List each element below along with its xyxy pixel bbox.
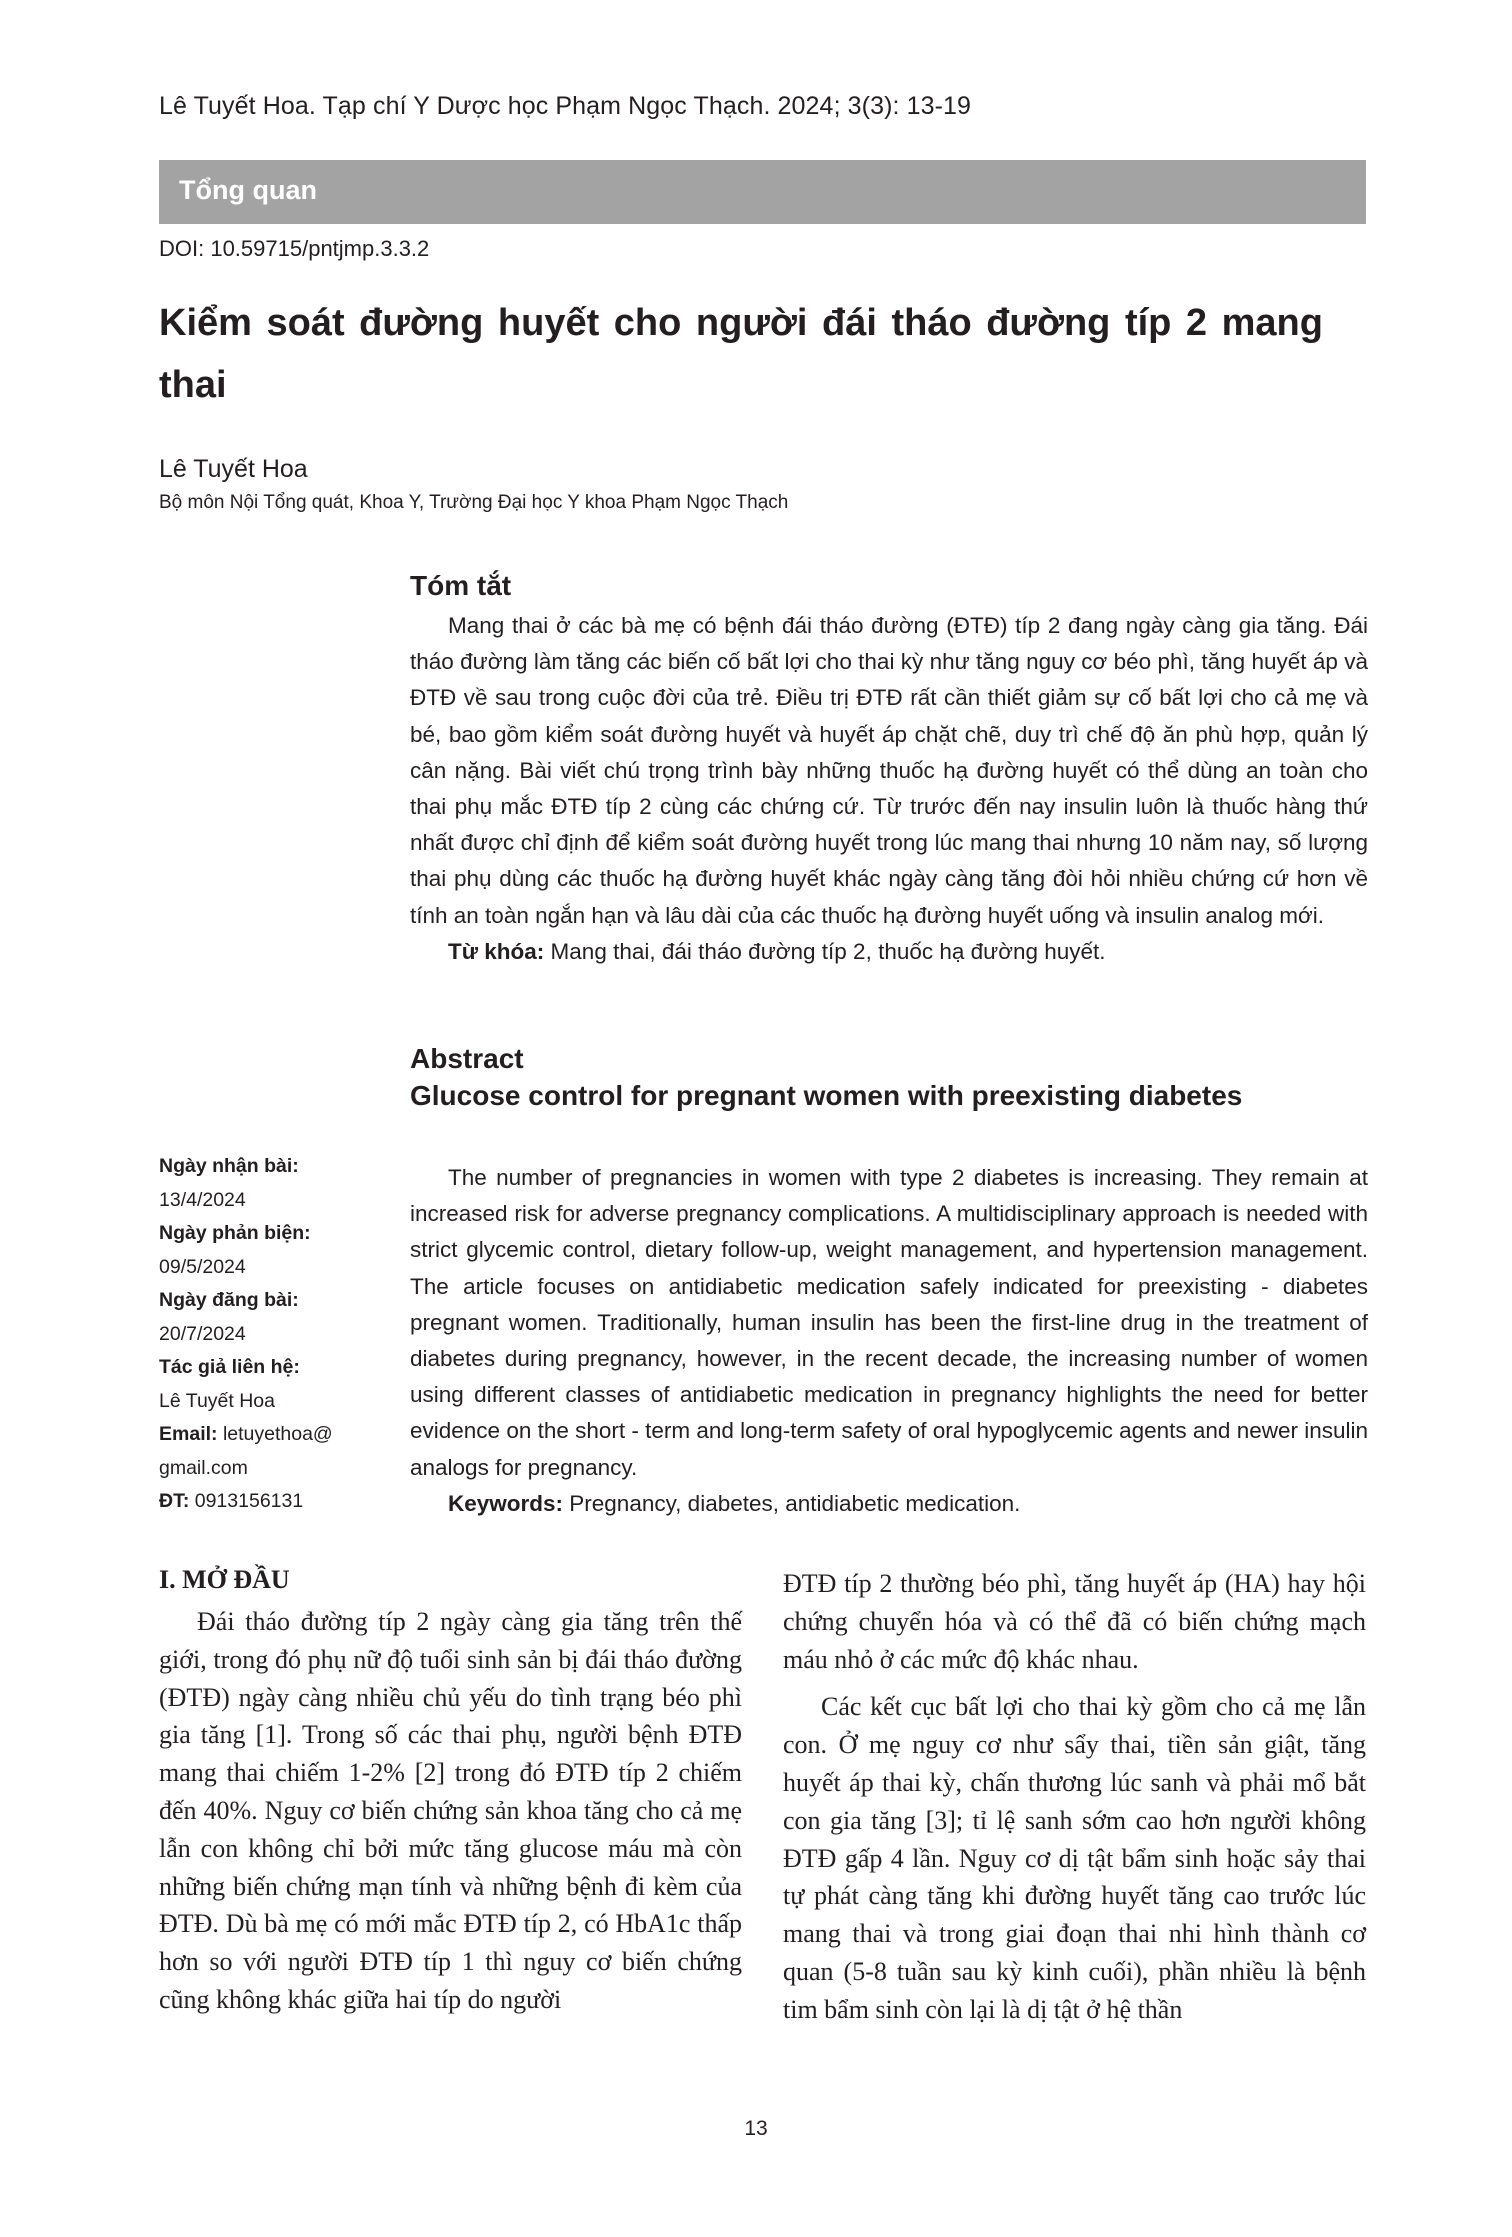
email-line bbox=[159, 1418, 389, 1452]
intro-paragraph-1-continued: ĐTĐ típ 2 thường béo phì, tăng huyết áp (HA) hay hội chứng chuyển hóa và có thể đã có biến chứng mạch máu nhỏ ở các mức độ khác nhau. bbox=[783, 1569, 1366, 1674]
reviewed-label: Ngày phản biện: bbox=[159, 1222, 311, 1244]
abstract-keywords bbox=[410, 1486, 1368, 1522]
section-band bbox=[159, 160, 1366, 224]
summary-heading: Tóm tắt bbox=[410, 570, 512, 601]
published-date: 20/7/2024 bbox=[159, 1322, 246, 1345]
body-column-left bbox=[159, 1603, 742, 2019]
received-date: 13/4/2024 bbox=[159, 1188, 246, 1211]
corresponding-label: Tác giả liên hệ: bbox=[159, 1356, 300, 1378]
reviewed-date: 09/5/2024 bbox=[159, 1255, 246, 1278]
email-value-2: gmail.com bbox=[159, 1456, 248, 1479]
phone-value: 0913156131 bbox=[189, 1490, 304, 1512]
article-title: Kiểm soát đường huyết cho người đái tháo đường típ 2 mang thai bbox=[159, 302, 1323, 406]
intro-paragraph-1: Đái tháo đường típ 2 ngày càng gia tăng trên thế giới, trong đó phụ nữ độ tuổi sinh sản bị đái tháo đường (ĐTĐ) ngày càng nhiều chủ yếu do tình trạng béo phì gia tăng [1]. Trong số các thai phụ, người bệnh ĐTĐ mang thai chiếm 1-2% [2] trong đó ĐTĐ típ 2 chiếm đến 40%. Nguy cơ biến chứng sản khoa tăng cho cả mẹ lẫn con không chỉ bởi mức tăng glucose máu mà còn những biến chứng mạn tính và những bệnh đi kèm của ĐTĐ. Dù bà mẹ có mới mắc ĐTĐ típ 2, có HbA1c thấp hơn so với người ĐTĐ típ 1 thì nguy cơ biến chứng cũng không khác giữa hai típ do người bbox=[159, 1607, 742, 2014]
summary-keywords-label: Từ khóa: bbox=[448, 938, 545, 964]
article-meta bbox=[159, 1150, 389, 1519]
summary-keywords bbox=[410, 934, 1368, 970]
received-label: Ngày nhận bài: bbox=[159, 1155, 299, 1177]
page-number: 13 bbox=[744, 2117, 768, 2140]
summary-section bbox=[410, 608, 1368, 970]
doi: DOI: 10.59715/pntjmp.3.3.2 bbox=[159, 236, 430, 261]
body-column-right bbox=[783, 1565, 1366, 2029]
abstract-section bbox=[410, 1160, 1368, 1522]
summary-body: Mang thai ở các bà mẹ có bệnh đái tháo đường (ĐTĐ) típ 2 đang ngày càng gia tăng. Đái tháo đường làm tăng các biến cố bất lợi cho thai kỳ như tăng nguy cơ béo phì, tăng huyết áp và ĐTĐ về sau trong cuộc đời của trẻ. Điều trị ĐTĐ rất cần thiết giảm sự cố bất lợi cho cả mẹ và bé, bao gồm kiểm soát đường huyết và huyết áp chặt chẽ, duy trì chế độ ăn phù hợp, quản lý cân nặng. Bài viết chú trọng trình bày những thuốc hạ đường huyết có thể dùng an toàn cho thai phụ mắc ĐTĐ típ 2 cùng các chứng cứ. Từ trước đến nay insulin luôn là thuốc hàng thứ nhất được chỉ định để kiểm soát đường huyết trong lúc mang thai nhưng 10 năm nay, số lượng thai phụ dùng các thuốc hạ đường huyết khác ngày càng tăng đòi hỏi nhiều chứng cứ hơn về tính an toàn ngắn hạn và lâu dài của các thuốc hạ đường huyết uống và insulin analog mới. bbox=[410, 613, 1368, 928]
corresponding-author: Lê Tuyết Hoa bbox=[159, 1389, 275, 1412]
section-label: Tổng quan bbox=[179, 175, 317, 205]
abstract-subtitle: Glucose control for pregnant women with preexisting diabetes bbox=[410, 1080, 1243, 1111]
abstract-body: The number of pregnancies in women with type 2 diabetes is increasing. They remain at increased risk for adverse pregnancy complications. A multidisciplinary approach is needed with strict glycemic control, dietary follow-up, weight management, and hypertension management. The article focuses on antidiabetic medication safely indicated for preexisting - diabetes pregnant women. Traditionally, human insulin has been the first-line drug in the treatment of diabetes during pregnancy, however, in the recent decade, the increasing number of women using different classes of antidiabetic medication in pregnancy highlights the need for better evidence on the short - term and long-term safety of oral hypoglycemic agents and newer insulin analogs for pregnancy. bbox=[410, 1165, 1369, 1480]
journal-citation: Lê Tuyết Hoa. Tạp chí Y Dược học Phạm Ngọc Thạch. 2024; 3(3): 13-19 bbox=[159, 92, 972, 120]
email-label: Email: bbox=[159, 1423, 218, 1445]
phone-line bbox=[159, 1485, 389, 1519]
abstract-heading: Abstract bbox=[410, 1043, 524, 1074]
author-affiliation: Bộ môn Nội Tổng quát, Khoa Y, Trường Đại học Y khoa Phạm Ngọc Thạch bbox=[159, 492, 789, 513]
intro-heading: I. MỞ ĐẦU bbox=[159, 1565, 290, 1594]
abstract-keywords-label: Keywords: bbox=[448, 1490, 564, 1516]
published-label: Ngày đăng bài: bbox=[159, 1289, 299, 1311]
abstract-keywords-text: Pregnancy, diabetes, antidiabetic medication. bbox=[563, 1490, 1021, 1516]
email-value-1: letuyethoa@ bbox=[217, 1423, 333, 1445]
phone-label: ĐT: bbox=[159, 1490, 190, 1512]
author-name: Lê Tuyết Hoa bbox=[159, 455, 308, 483]
intro-paragraph-2: Các kết cục bất lợi cho thai kỳ gồm cho cả mẹ lẫn con. Ở mẹ nguy cơ như sẩy thai, tiền sản giật, tăng huyết áp thai kỳ, chấn thương lúc sanh và phải mổ bắt con gia tăng [3]; tỉ lệ sanh sớm cao hơn người không ĐTĐ gấp 4 lần. Nguy cơ dị tật bẩm sinh hoặc sảy thai tự phát càng tăng khi đường huyết tăng cao trước lúc mang thai và trong giai đoạn thai nhi hình thành cơ quan (5-8 tuần sau kỳ kinh cuối), phần nhiều là bệnh tim bẩm sinh còn lại là dị tật ở hệ thần bbox=[783, 1692, 1366, 2024]
summary-keywords-text: Mang thai, đái tháo đường típ 2, thuốc hạ đường huyết. bbox=[544, 938, 1106, 964]
